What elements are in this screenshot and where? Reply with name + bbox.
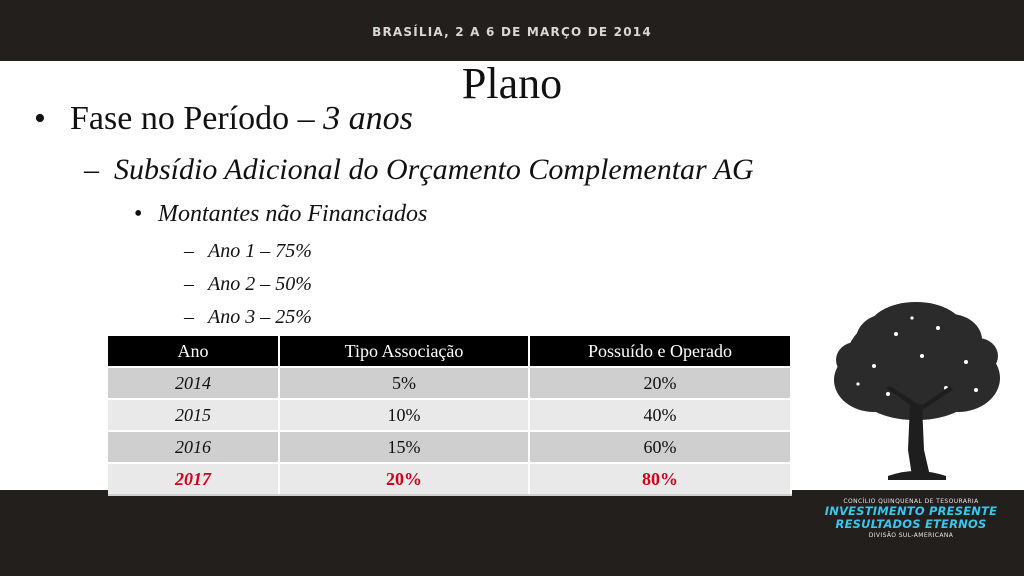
logo-line-2: INVESTIMENTO PRESENTE — [824, 504, 998, 518]
table-cell: 20% — [529, 367, 791, 399]
bullet-level-3 — [134, 201, 427, 228]
data-table — [108, 336, 792, 496]
table-row — [108, 367, 791, 399]
table-cell: 2014 — [108, 367, 279, 399]
table-row — [108, 431, 791, 463]
table-cell: 80% — [529, 463, 791, 495]
table-row — [108, 399, 791, 431]
bullet-text: Montantes não Financiados — [158, 201, 428, 227]
bullet-level-1 — [34, 100, 413, 138]
bullet-marker: • — [134, 201, 143, 227]
bullet-text: Fase no Período – — [70, 100, 324, 137]
table-cell: 2017 — [108, 463, 279, 495]
logo-line-3: RESULTADOS ETERNOS — [835, 517, 987, 531]
table-header-row — [108, 336, 791, 367]
slide-title: Plano — [461, 59, 563, 108]
tree-illustration — [826, 300, 1006, 492]
column-header-possuido-operado: Possuído e Operado — [529, 336, 791, 367]
logo-line-1: CONCÍLIO QUINQUENAL DE TESOURARIA — [843, 498, 979, 505]
event-banner: BRASÍLIA, 2 A 6 DE MARÇO DE 2014 — [372, 25, 652, 39]
list-item-text: Ano 1 – 75% — [208, 240, 312, 262]
table-cell: 15% — [279, 431, 529, 463]
list-item — [184, 273, 312, 296]
list-item — [184, 306, 312, 329]
table-row-highlighted — [108, 463, 791, 495]
logo-line-4: DIVISÃO SUL-AMERICANA — [868, 532, 954, 539]
table-cell: 2016 — [108, 431, 279, 463]
table-cell: 5% — [279, 367, 529, 399]
bullet-emphasis: 3 anos — [323, 100, 413, 137]
bullet-marker: • — [34, 100, 46, 137]
list-item-text: Ano 3 – 25% — [208, 306, 312, 328]
header-bar — [0, 0, 1024, 61]
bullet-level-2 — [84, 153, 754, 187]
table-cell: 2015 — [108, 399, 279, 431]
table-cell: 40% — [529, 399, 791, 431]
bullet-marker: – — [184, 240, 194, 262]
column-header-ano: Ano — [108, 336, 279, 367]
list-item-text: Ano 2 – 50% — [208, 273, 312, 295]
column-header-tipo-associacao: Tipo Associação — [279, 336, 529, 367]
list-item — [184, 240, 312, 263]
bullet-marker: – — [184, 273, 194, 295]
bullet-marker: – — [184, 306, 194, 328]
table-cell: 20% — [279, 463, 529, 495]
table-cell: 60% — [529, 431, 791, 463]
bullet-marker: – — [84, 153, 99, 186]
table-cell: 10% — [279, 399, 529, 431]
event-logo — [806, 498, 1016, 539]
bullet-text: Subsídio Adicional do Orçamento Complementar AG — [114, 153, 754, 186]
